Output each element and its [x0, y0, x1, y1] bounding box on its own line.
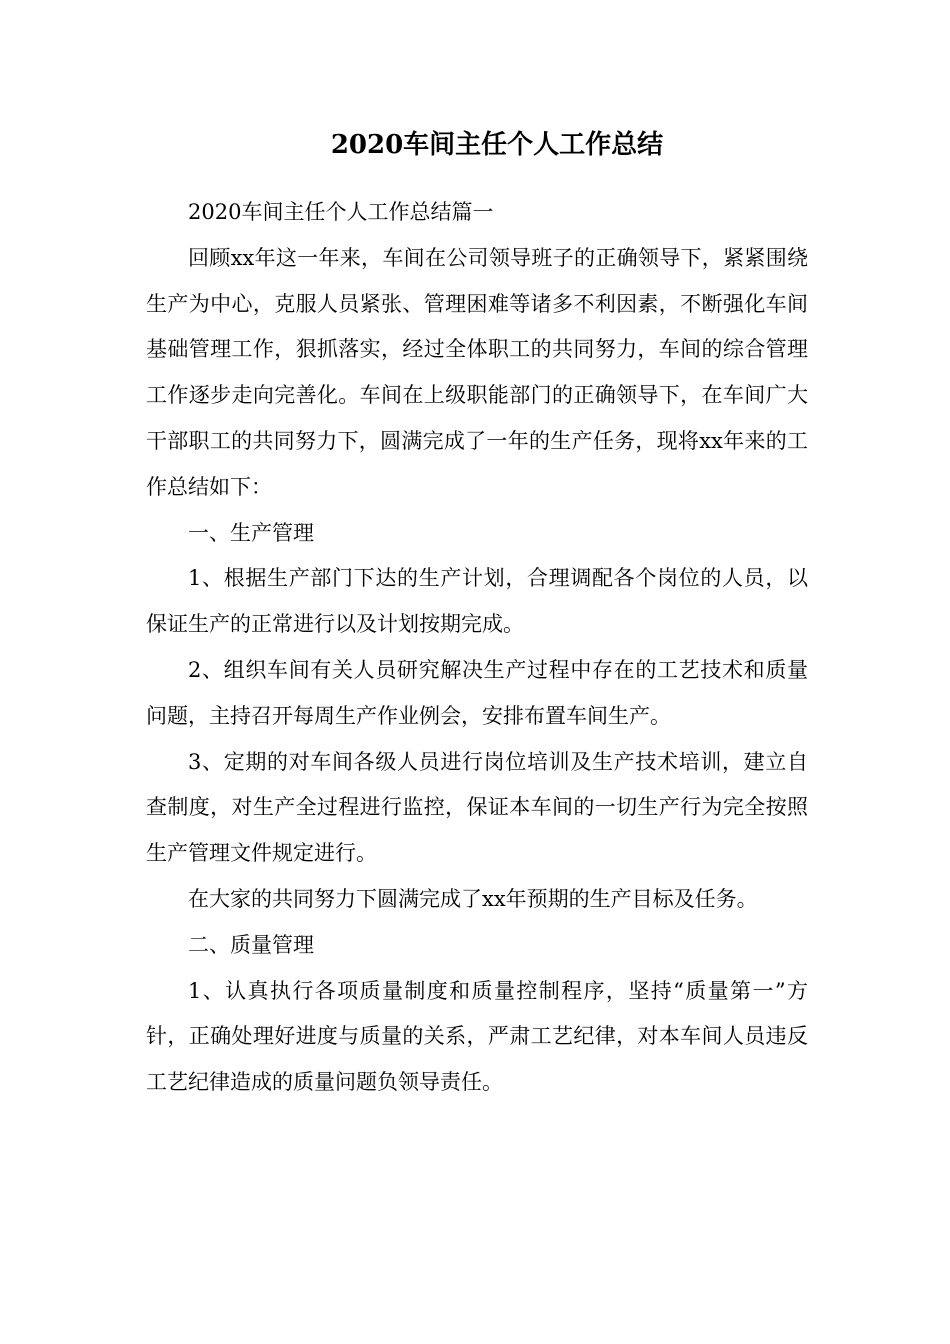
document-body [146, 190, 808, 1106]
list-item: 2、组织车间有关人员研究解决生产过程中存在的工艺技术和质量问题，主持召开每周生产作业例会，安排布置车间生产。 [146, 657, 808, 728]
section-heading: 二、质量管理 [188, 932, 314, 957]
section-heading: 2020车间主任个人工作总结篇一 [188, 200, 494, 224]
document-title: 2020车间主任个人工作总结 [330, 130, 664, 160]
section-heading: 一、生产管理 [188, 520, 314, 545]
intro-paragraph: 回顾xx年这一年来，车间在公司领导班子的正确领导下，紧紧围绕生产为中心，克服人员紧张、管理困难等诸多不利因素，不断强化车间基础管理工作，狠抓落实，经过全体职工的共同努力，车间的综合管理工作逐步走向完善化。车间在上级职能部门的正确领导下，在车间广大干部职工的共同努力下，圆满完成了一年的生产任务，现将xx年来的工作总结如下： [146, 245, 808, 499]
list-item: 1、认真执行各项质量制度和质量控制程序，坚持“质量第一”方针，正确处理好进度与质量的关系，严肃工艺纪律，对本车间人员违反工艺纪律造成的质量问题负领导责任。 [146, 978, 808, 1095]
document-content [146, 122, 808, 1106]
summary-paragraph: 在大家的共同努力下圆满完成了xx年预期的生产目标及任务。 [188, 886, 758, 911]
list-item: 3、定期的对车间各级人员进行岗位培训及生产技术培训，建立自查制度，对生产全过程进行监控，保证本车间的一切生产行为完全按照生产管理文件规定进行。 [146, 749, 808, 866]
list-item: 1、根据生产部门下达的生产计划，合理调配各个岗位的人员，以保证生产的正常进行以及计划按期完成。 [146, 566, 808, 637]
